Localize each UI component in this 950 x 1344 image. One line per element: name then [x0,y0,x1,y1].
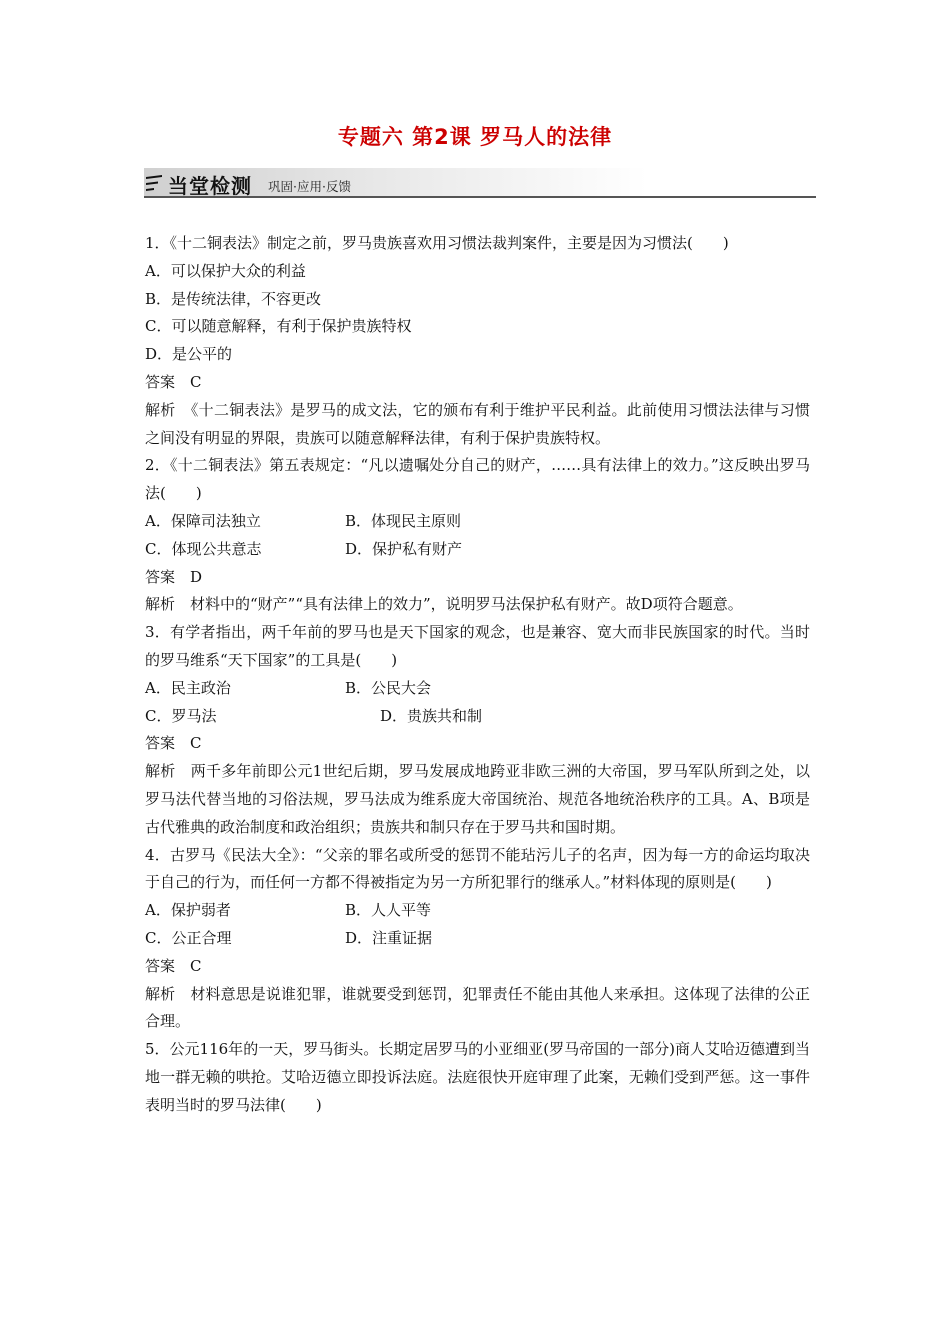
option-b: B．公民大会 [345,678,432,697]
option-a: A．保障司法独立 [145,511,261,530]
answer: 答案 D [145,567,203,586]
section-banner [144,168,816,198]
option-d: D．贵族共和制 [380,706,483,725]
answer: 答案 C [145,956,202,975]
answer: 答案 C [145,734,202,753]
option-c: C．罗马法 [145,706,217,725]
question-5 [145,1036,810,1119]
option-a: A．可以保护大众的利益 [145,261,306,280]
question-3 [145,619,810,841]
option-d: D．保护私有财产 [345,539,463,558]
option-a: A．保护弱者 [145,901,231,920]
question-1 [145,230,810,452]
stripes-icon [146,174,164,192]
section-subtitle: 巩固·应用·反馈 [268,179,351,194]
options-row [145,925,810,953]
option-d: D．注重证据 [345,928,433,947]
question-stem: 1．《十二铜表法》制定之前，罗马贵族喜欢用习惯法裁判案件，主要是因为习惯法( ) [145,234,729,252]
options-row [145,508,810,536]
option-a: A．民主政治 [145,678,231,697]
option-c: C．公正合理 [145,928,232,947]
answer: 答案 C [145,372,202,391]
options-row [145,675,810,703]
question-stem: 5．公元116年的一天，罗马街头。长期定居罗马的小亚细亚(罗马帝国的一部分)商人艾哈迈德遭到当地一群无赖的哄抢。艾哈迈德立即投诉法庭。法庭很快开庭审理了此案，无赖们受到严惩。这一事件表明当时的罗马法律( ) [145,1040,810,1114]
options-row [145,897,810,925]
question-stem: 2．《十二铜表法》第五表规定：“凡以遗嘱处分自己的财产，……具有法律上的效力。”这反映出罗马法( ) [145,456,810,503]
question-2 [145,452,810,619]
option-b: B．人人平等 [345,901,432,920]
option-c: C．可以随意解释，有利于保护贵族特权 [145,317,412,336]
page-title: 专题六 第2课 罗马人的法律 [337,125,613,149]
section-label: 当堂检测 [168,174,252,198]
analysis: 解析 《十二铜表法》是罗马的成文法，它的颁布有利于维护平民利益。此前使用习惯法法律与习惯之间没有明显的界限，贵族可以随意解释法律，有利于保护贵族特权。 [145,400,810,447]
option-c: C．体现公共意志 [145,539,262,558]
options-row [145,703,810,731]
option-b: B．是传统法律，不容更改 [145,289,322,308]
question-list [145,230,810,1120]
question-stem: 3．有学者指出，两千年前的罗马也是天下国家的观念，也是兼容、宽大而非民族国家的时代。当时的罗马维系“天下国家”的工具是( ) [145,623,810,669]
options-row [145,536,810,564]
question-stem: 4．古罗马《民法大全》：“父亲的罪名或所受的惩罚不能玷污儿子的名声，因为每一方的命运均取决于自己的行为，而任何一方都不得被指定为另一方所犯罪行的继承人。”材料体现的原则是( ) [145,845,810,892]
analysis: 解析 材料意思是说谁犯罪，谁就要受到惩罚，犯罪责任不能由其他人来承担。这体现了法律的公正合理。 [145,984,810,1031]
option-d: D．是公平的 [145,345,233,364]
analysis: 解析 材料中的“财产”“具有法律上的效力”，说明罗马法保护私有财产。故D项符合题意。 [145,595,743,614]
question-4 [145,842,810,1037]
analysis: 解析 两千多年前即公元1世纪后期，罗马发展成地跨亚非欧三洲的大帝国，罗马军队所到之处，以罗马法代替当地的习俗法规，罗马法成为维系庞大帝国统治、规范各地统治秩序的工具。A、B项是古代雅典的政治制度和政治组织；贵族共和制只存在于罗马共和国时期。 [145,762,810,836]
option-b: B．体现民主原则 [345,511,462,530]
